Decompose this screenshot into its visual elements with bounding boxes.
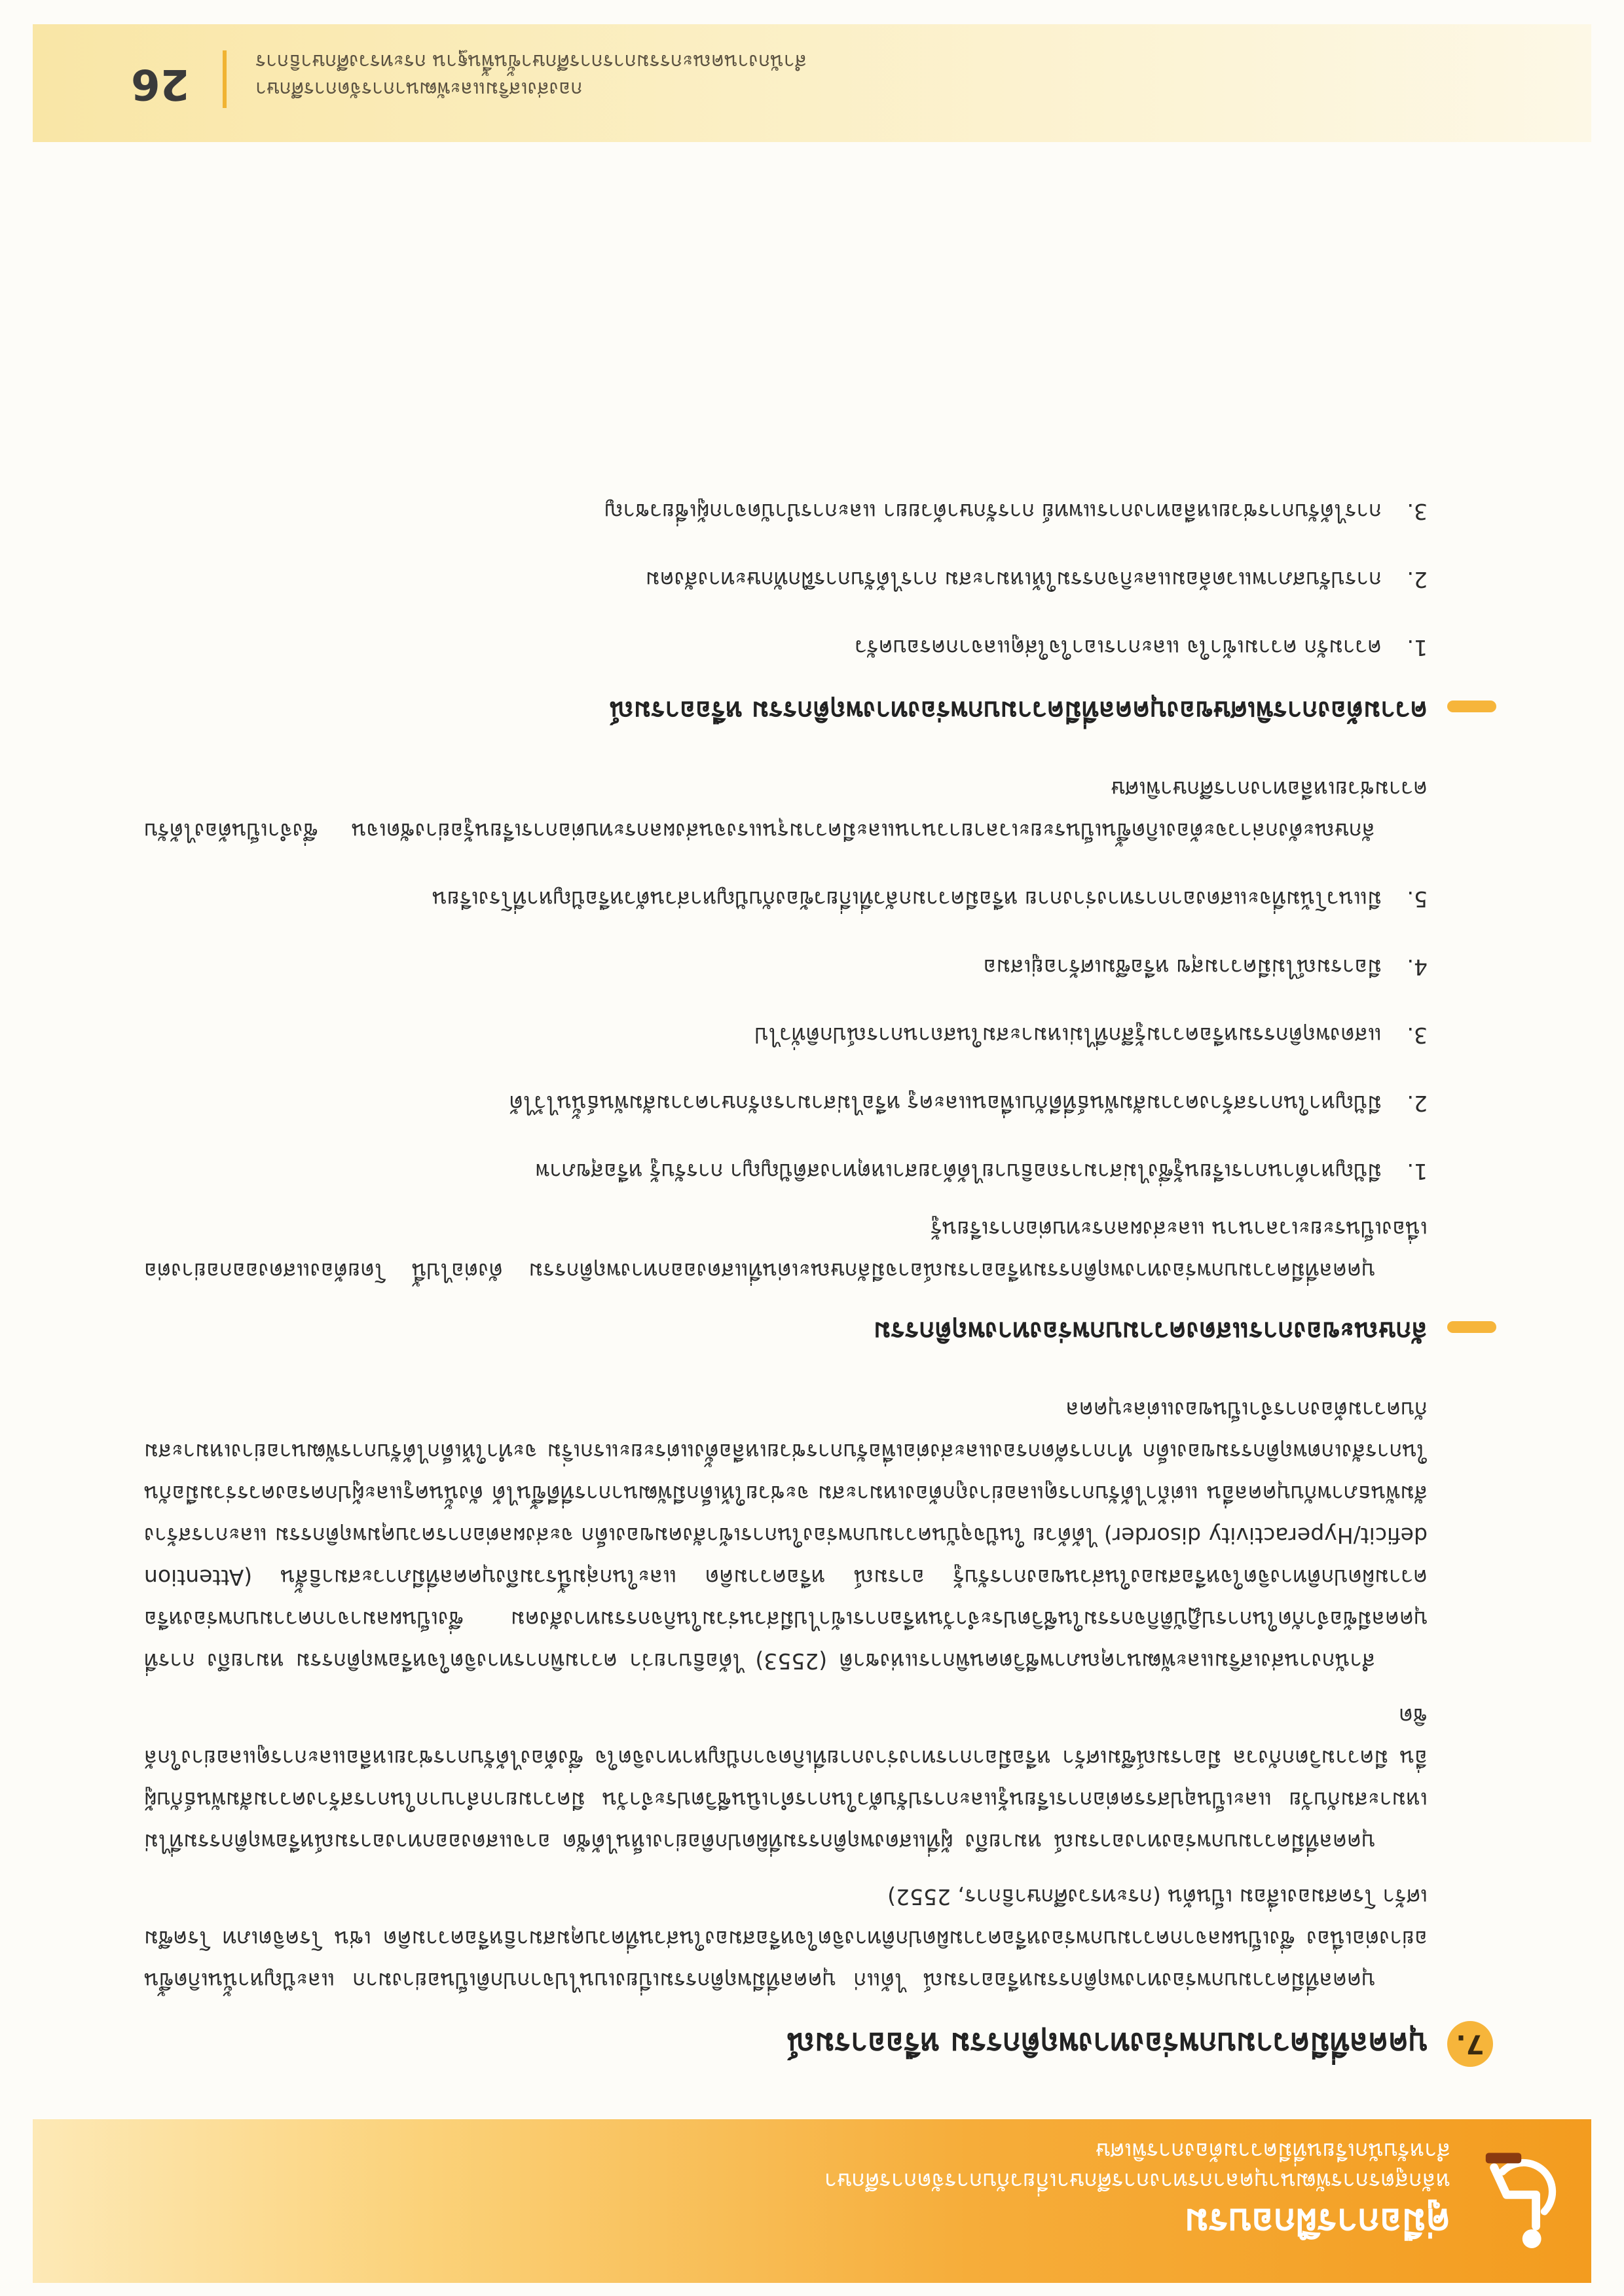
needs-title: ความต้องการพิเศษของบุคคลที่มีความบกพร่องทางพฤติกรรม หรืออารมณ์	[609, 695, 1428, 725]
page-header	[33, 2119, 1591, 2283]
header-subtitle-line-2: สำหรับนักเรียนที่มีความต้องการพิเศษ	[1095, 2138, 1450, 2164]
wheelchair-icon	[1467, 2149, 1572, 2253]
list-item: 2. การปรับสภาพแวดล้อมและกิจกรรมให้เหมาะสม การได้รับการฝึกทักษะทางสังคม	[645, 567, 1428, 592]
needs-list	[144, 490, 1428, 668]
characteristics-heading	[144, 1305, 1428, 1357]
page-body	[144, 464, 1485, 2080]
section-title: บุคคลที่มีความบกพร่องทางพฤติกรรม หรืออารมณ์	[786, 2026, 1428, 2062]
list-item: 4. มีอารมณ์ไม่มีความสุข หรือซึมเศร้าอยู่เสมอ	[983, 955, 1428, 980]
footer-separator	[223, 50, 227, 108]
list-item: 3. การได้รับการช่วยเหลือทางการแพทย์ การรักษาด้วยยา และการบำบัดจากผู้เชี่ยวชาญ	[604, 499, 1428, 524]
list-item: 2. มีปัญหาในการสร้างความสัมพันธ์ที่ดีกับเพื่อนและครู หรือไม่สามารถรักษาความสัมพันธ์นั้นไว้ได้	[509, 1091, 1428, 1116]
list-item: 1. มีปัญหาด้านการเรียนรู้ซึ่งไม่สามารถอธิบายได้ด้วยสาเหตุทางสติปัญญา การรับรู้ หรือสุขภาพ	[535, 1159, 1428, 1184]
footer-line-2: สำนักงานคณะกรรมการการศึกษาขั้นพื้นฐาน กระทรวงศึกษาธิการ	[255, 50, 807, 73]
characteristics-title: ลักษณะของการแสดงความบกพร่องทางพฤติกรรม	[874, 1316, 1428, 1346]
section-number-badge: 7.	[1447, 2021, 1493, 2067]
list-item: 5. มีแนวโน้มที่จะแสดงอาการทางร่างกาย หรือมีความกลัวที่เกี่ยวข้องกับปัญหาส่วนตัวหรือปัญหาที่โรงเรียน	[432, 886, 1428, 912]
footer-line-1: กองส่งเสริมและพัฒนาการจัดการศึกษา	[255, 77, 583, 100]
section-heading	[144, 2014, 1485, 2073]
list-item: 3. แสดงพฤติกรรมหรือความรู้สึกที่ไม่เหมาะสมในสถานการณ์ปกติทั่วไป	[754, 1023, 1428, 1048]
section-paragraph-2: บุคคลที่มีความบกพร่องทางอารมณ์ หมายถึง ผู้ที่แสดงพฤติกรรมที่ผิดปกติอย่างเห็นได้ชัด อาจแสดงออกทางอารมณ์หรือพฤติกรรมที่ไม่เหมาะสมกับวัย และเป็นอุปสรรคต่อการเรียนรู้และการปรับตัวในการดำเนินชีวิตประจำวัน มีความยากลำบากในการสร้างความสัมพันธ์กับผู้อื่น มีความวิตกกังวล มีอารมณ์ซึมเศร้า หรือมีอาการทางร่างกายที่เกิดจากปัญหาทางจิตใจ ซึ่งต้องได้รับการช่วยเหลือและการดูแลอย่างใกล้ชิด	[144, 1704, 1428, 1855]
header-subtitle-line-1: หลักสูตรการพัฒนาบุคลากรทางการศึกษาเกี่ยวกับการจัดการศึกษา	[824, 2168, 1450, 2194]
bullet-pill-icon	[1447, 1321, 1496, 1333]
page-footer	[33, 24, 1591, 142]
needs-heading	[144, 684, 1428, 737]
header-title: คู่มือการฝึกอบรม	[1184, 2200, 1450, 2243]
bullet-pill-icon	[1447, 701, 1496, 712]
list-item: 1. ความรัก ความเข้าใจ และการเอาใจใส่ดูแลจากครอบครัว	[855, 635, 1428, 661]
section-paragraph-3: สำนักงานส่งเสริมและพัฒนาคุณภาพชีวิตคนพิการแห่งชาติ (2553) ได้อธิบายว่า ความพิการทางจิตใจหรือพฤติกรรม หมายถึง การที่บุคคลมีข้อจำกัดในการปฏิบัติกิจกรรมในชีวิตประจำวันหรือการเข้าไปมีส่วนร่วมในกิจกรรมทางสังคม ซึ่งเป็นผลมาจากความบกพร่องหรือความผิดปกติทางจิตใจหรือสมองในส่วนของการรับรู้ อารมณ์ หรือความคิด และในกลุ่มนี้รวมถึงบุคคลที่มีภาวะสมาธิสั้น (Attention deficit/Hyperactivity disorder) ได้ด้วย ในปัจจุบันความบกพร่องในการเข้าสังคมของเด็ก จะส่งผลต่อการควบคุมพฤติกรรม และการสร้างสัมพันธภาพกับบุคคลอื่น แต่ถ้าได้รับการดูแลอย่างถูกต้องเหมาะสม จะช่วยให้เด็กมีพัฒนาการที่ดีขึ้นได้ ดังนั้นครูและผู้ปกครองควรร่วมมือกันในการสังเกตพฤติกรรมของเด็ก ทำการคัดกรองและส่งต่อเพื่อรับการช่วยเหลือตั้งแต่ระยะแรกเริ่ม จะทำให้เด็กได้รับการพัฒนาอย่างเหมาะสมกับความต้องการจำเป็นของแต่ละบุคคล	[144, 1397, 1428, 1674]
page-number: 26	[131, 60, 190, 108]
characteristics-outro: ลักษณะดังกล่าวจะต้องเกิดขึ้นเป็นระยะเวลายาวนานและมีความรุนแรงจนส่งผลกระทบต่อการเรียนรู้อย่างชัดเจน ซึ่งจำเป็นต้องได้รับความช่วยเหลือทางการศึกษาพิเศษ	[144, 776, 1428, 844]
section-paragraph-1: บุคคลที่มีความบกพร่องทางพฤติกรรมหรืออารมณ์ ได้แก่ บุคคลที่มีพฤติกรรมเบี่ยงเบนไปจากปกติเป็นอย่างมาก และปัญหานั้นเกิดขึ้นอย่างต่อเนื่อง ซึ่งเป็นผลจากความบกพร่องหรือความผิดปกติทางจิตใจหรือสมองในส่วนที่ควบคุมสมาธิหรือความคิด เช่น โรคจิตเภท โรคซึมเศร้า โรคสมองเสื่อม เป็นต้น (กระทรวงศึกษาธิการ, 2552)	[144, 1884, 1428, 1994]
characteristics-list	[144, 878, 1428, 1192]
characteristics-intro: บุคคลที่มีความบกพร่องทางพฤติกรรมหรืออารมณ์อาจมีลักษณะเด่นที่แสดงออกทางพฤติกรรม ดังต่อไปนี้ โดยต้องแสดงออกอย่างต่อเนื่องเป็นระยะเวลานาน และส่งผลกระทบต่อการเรียนรู้	[144, 1216, 1428, 1284]
